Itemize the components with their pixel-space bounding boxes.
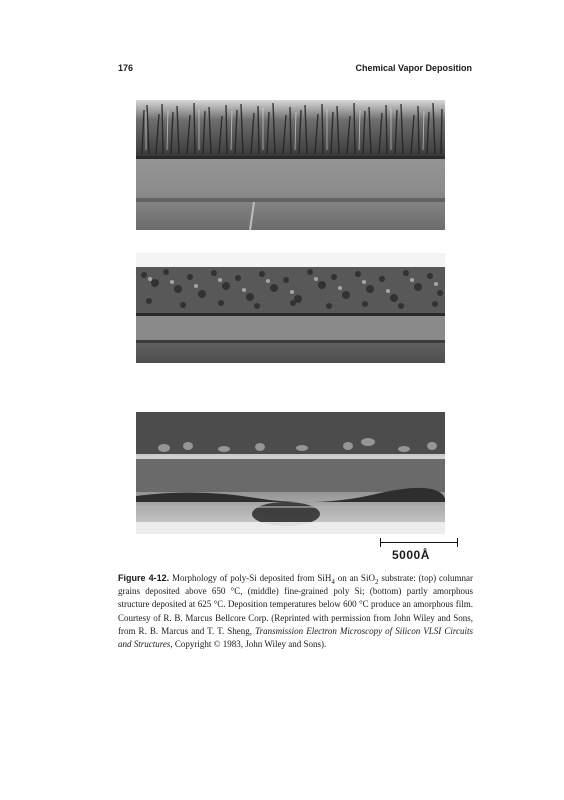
micrograph-bottom [136,412,445,534]
figure-label: Figure 4-12. [118,573,170,583]
caption-book-title: Transmission Electron Microscopy of Silicon VLSI Circuits and Structures [118,625,473,650]
figure-caption [118,572,473,651]
page-number: 176 [118,63,134,73]
caption-subscript-2: 2 [374,577,379,586]
running-title: Chemical Vapor Deposition [355,63,472,73]
micrograph-middle [136,253,445,363]
caption-text-1: Morphology of poly-Si deposited from SiH [172,573,332,583]
running-head [118,63,472,77]
caption-text-3: substrate: (top) columnar grains deposited above 650 °C, (middle) fine-grained poly Si; (bottom) partly amorphous structure deposited at 625 °C. Deposition temperatures below 600 °C produce an amorphous film. Courtesy of R. B. Marcus Bellcore Corp. (Reprinted with permission from John Wiley and Sons, from R. B. Marcus and T. T. Sheng, [118,573,474,636]
micrograph-top [136,100,445,230]
scale-bar [380,538,458,568]
scale-bar-line [381,542,457,543]
scale-bar-label: 5000Å [392,548,430,562]
caption-text-2: on an SiO [334,573,375,583]
caption-subscript-1: 4 [331,577,335,586]
caption-text-4: , Copyright © 1983, John Wiley and Sons). [170,639,327,650]
scale-bar-right-tick [457,538,458,547]
